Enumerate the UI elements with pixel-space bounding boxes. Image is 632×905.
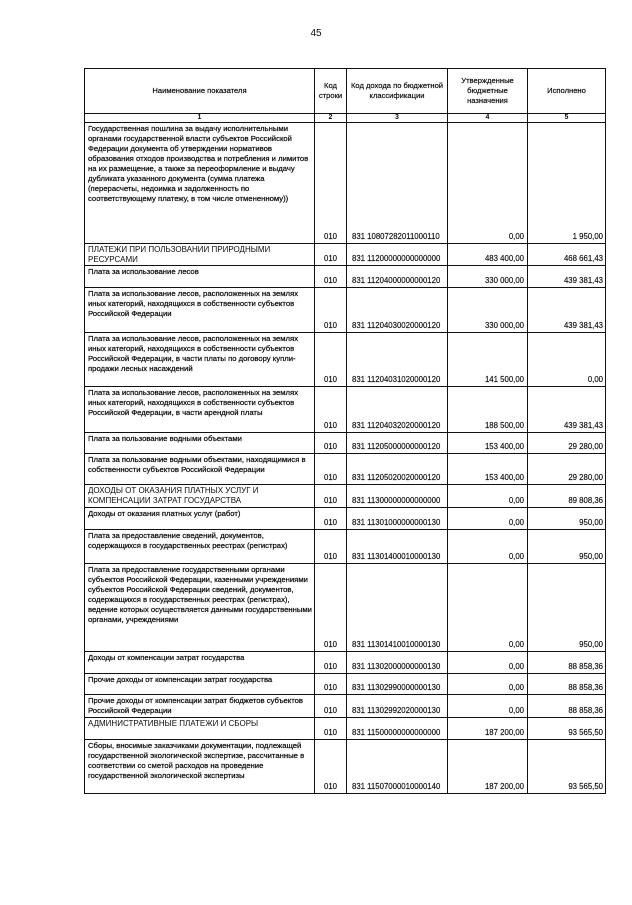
line-code-cell: 010 bbox=[315, 652, 347, 674]
approved-amount-cell: 188 500,00 bbox=[448, 387, 528, 433]
executed-amount-cell: 88 858,36 bbox=[528, 652, 606, 674]
income-code-cell: 831 11302992020000130 bbox=[347, 695, 448, 718]
header-name: Наименование показателя bbox=[85, 69, 315, 114]
income-table bbox=[84, 68, 606, 794]
table-row bbox=[85, 387, 606, 433]
table-row bbox=[85, 718, 606, 740]
income-code-cell: 831 11301000000000130 bbox=[347, 508, 448, 530]
executed-amount-cell: 93 565,50 bbox=[528, 718, 606, 740]
income-code-cell: 831 11302990000000130 bbox=[347, 674, 448, 695]
line-code-cell: 010 bbox=[315, 485, 347, 508]
executed-amount-cell: 0,00 bbox=[528, 333, 606, 387]
table-row bbox=[85, 454, 606, 485]
indicator-name-cell: Плата за пользование водными объектами bbox=[85, 433, 315, 454]
line-code-cell: 010 bbox=[315, 564, 347, 652]
executed-amount-cell: 93 565,50 bbox=[528, 740, 606, 794]
line-code-cell: 010 bbox=[315, 740, 347, 794]
approved-amount-cell: 153 400,00 bbox=[448, 454, 528, 485]
indicator-name-cell: Прочие доходы от компенсации затрат бюджетов субъектов Российской Федерации bbox=[85, 695, 315, 718]
indicator-name-cell: ДОХОДЫ ОТ ОКАЗАНИЯ ПЛАТНЫХ УСЛУГ И КОМПЕНСАЦИИ ЗАТРАТ ГОСУДАРСТВА bbox=[85, 485, 315, 508]
line-code-cell: 010 bbox=[315, 674, 347, 695]
income-code-cell: 831 11301400010000130 bbox=[347, 530, 448, 564]
column-number: 1 bbox=[85, 114, 315, 123]
line-code-cell: 010 bbox=[315, 123, 347, 244]
table-row bbox=[85, 123, 606, 244]
column-number: 2 bbox=[315, 114, 347, 123]
approved-amount-cell: 0,00 bbox=[448, 564, 528, 652]
approved-amount-cell: 0,00 bbox=[448, 652, 528, 674]
indicator-name-cell: Доходы от компенсации затрат государства bbox=[85, 652, 315, 674]
approved-amount-cell: 0,00 bbox=[448, 123, 528, 244]
approved-amount-cell: 187 200,00 bbox=[448, 740, 528, 794]
executed-amount-cell: 29 280,00 bbox=[528, 454, 606, 485]
line-code-cell: 010 bbox=[315, 454, 347, 485]
table-row bbox=[85, 288, 606, 333]
approved-amount-cell: 0,00 bbox=[448, 674, 528, 695]
table-row bbox=[85, 333, 606, 387]
approved-amount-cell: 0,00 bbox=[448, 508, 528, 530]
indicator-name-cell: Прочие доходы от компенсации затрат государства bbox=[85, 674, 315, 695]
approved-amount-cell: 0,00 bbox=[448, 485, 528, 508]
table-row bbox=[85, 244, 606, 266]
executed-amount-cell: 950,00 bbox=[528, 564, 606, 652]
table-row bbox=[85, 564, 606, 652]
table-row bbox=[85, 433, 606, 454]
approved-amount-cell: 0,00 bbox=[448, 695, 528, 718]
line-code-cell: 010 bbox=[315, 244, 347, 266]
column-number: 5 bbox=[528, 114, 606, 123]
income-code-cell: 831 10807282011000110 bbox=[347, 123, 448, 244]
line-code-cell: 010 bbox=[315, 333, 347, 387]
approved-amount-cell: 330 000,00 bbox=[448, 288, 528, 333]
approved-amount-cell: 483 400,00 bbox=[448, 244, 528, 266]
header-income-code: Код дохода по бюджетной классификации bbox=[347, 69, 448, 114]
income-code-cell: 831 11500000000000000 bbox=[347, 718, 448, 740]
executed-amount-cell: 89 808,36 bbox=[528, 485, 606, 508]
executed-amount-cell: 439 381,43 bbox=[528, 387, 606, 433]
indicator-name-cell: ПЛАТЕЖИ ПРИ ПОЛЬЗОВАНИИ ПРИРОДНЫМИ РЕСУРСАМИ bbox=[85, 244, 315, 266]
table-row bbox=[85, 695, 606, 718]
indicator-name-cell: Доходы от оказания платных услуг (работ) bbox=[85, 508, 315, 530]
income-code-cell: 831 11507000010000140 bbox=[347, 740, 448, 794]
executed-amount-cell: 88 858,36 bbox=[528, 674, 606, 695]
income-code-cell: 831 11200000000000000 bbox=[347, 244, 448, 266]
table-row bbox=[85, 508, 606, 530]
executed-amount-cell: 950,00 bbox=[528, 530, 606, 564]
approved-amount-cell: 141 500,00 bbox=[448, 333, 528, 387]
income-code-cell: 831 11205000000000120 bbox=[347, 433, 448, 454]
header-line-code: Код строки bbox=[315, 69, 347, 114]
indicator-name-cell: Государственная пошлина за выдачу исполнительными органами государственной власти субъектов Российской Федерации документа об утверждении нормативов образования отходов производства и потребления и лимитов на их размещение, а также за переоформление и выдачу дубликата указанного документа (сумма платежа (перерасчеты, недоимка и задолженность по соответствующему платежу, в том числе отмененному)) bbox=[85, 123, 315, 244]
executed-amount-cell: 950,00 bbox=[528, 508, 606, 530]
indicator-name-cell: Плата за предоставление государственными органами субъектов Российской Федерации, казенными учреждениями субъектов Российской Федерации сведений, документов, содержащихся в государственных реестрах (регистрах), ведение которых осуществляется данными государственными органами, учреждениями bbox=[85, 564, 315, 652]
approved-amount-cell: 330 000,00 bbox=[448, 266, 528, 288]
indicator-name-cell: Плата за использование лесов, расположенных на землях иных категорий, находящихся в собственности субъектов Российской Федерации bbox=[85, 288, 315, 333]
table-row bbox=[85, 674, 606, 695]
table-row bbox=[85, 652, 606, 674]
income-code-cell: 831 11204030020000120 bbox=[347, 288, 448, 333]
executed-amount-cell: 468 661,43 bbox=[528, 244, 606, 266]
indicator-name-cell: Плата за использование лесов bbox=[85, 266, 315, 288]
column-number-row bbox=[85, 114, 606, 123]
header-approved: Утвержденные бюджетные назначения bbox=[448, 69, 528, 114]
header-executed: Исполнено bbox=[528, 69, 606, 114]
table-row bbox=[85, 266, 606, 288]
executed-amount-cell: 439 381,43 bbox=[528, 288, 606, 333]
table-row bbox=[85, 740, 606, 794]
approved-amount-cell: 187 200,00 bbox=[448, 718, 528, 740]
income-code-cell: 831 11204000000000120 bbox=[347, 266, 448, 288]
income-code-cell: 831 11301410010000130 bbox=[347, 564, 448, 652]
executed-amount-cell: 29 280,00 bbox=[528, 433, 606, 454]
line-code-cell: 010 bbox=[315, 387, 347, 433]
line-code-cell: 010 bbox=[315, 288, 347, 333]
table-row bbox=[85, 530, 606, 564]
executed-amount-cell: 88 858,36 bbox=[528, 695, 606, 718]
line-code-cell: 010 bbox=[315, 508, 347, 530]
header-row bbox=[85, 69, 606, 114]
line-code-cell: 010 bbox=[315, 530, 347, 564]
indicator-name-cell: Плата за предоставление сведений, документов, содержащихся в государственных реестрах (регистрах) bbox=[85, 530, 315, 564]
income-code-cell: 831 11205020020000120 bbox=[347, 454, 448, 485]
line-code-cell: 010 bbox=[315, 433, 347, 454]
approved-amount-cell: 0,00 bbox=[448, 530, 528, 564]
income-code-cell: 831 11204031020000120 bbox=[347, 333, 448, 387]
indicator-name-cell: Плата за использование лесов, расположенных на землях иных категорий, находящихся в собственности субъектов Российской Федерации, в части платы по договору купли-продажи лесных насаждений bbox=[85, 333, 315, 387]
line-code-cell: 010 bbox=[315, 718, 347, 740]
income-code-cell: 831 11300000000000000 bbox=[347, 485, 448, 508]
indicator-name-cell: Плата за использование лесов, расположенных на землях иных категорий, находящихся в собственности субъектов Российской Федерации, в части арендной платы bbox=[85, 387, 315, 433]
indicator-name-cell: Плата за пользование водными объектами, находящимися в собственности субъектов Российской Федерации bbox=[85, 454, 315, 485]
indicator-name-cell: Сборы, вносимые заказчиками документации, подлежащей государственной экологической экспертизе, рассчитанные в соответствии со сметой расходов на проведение государственной экологической экспертизы bbox=[85, 740, 315, 794]
approved-amount-cell: 153 400,00 bbox=[448, 433, 528, 454]
column-number: 4 bbox=[448, 114, 528, 123]
income-code-cell: 831 11302000000000130 bbox=[347, 652, 448, 674]
table-row bbox=[85, 485, 606, 508]
column-number: 3 bbox=[347, 114, 448, 123]
executed-amount-cell: 439 381,43 bbox=[528, 266, 606, 288]
line-code-cell: 010 bbox=[315, 695, 347, 718]
income-code-cell: 831 11204032020000120 bbox=[347, 387, 448, 433]
executed-amount-cell: 1 950,00 bbox=[528, 123, 606, 244]
page-number: 45 bbox=[310, 28, 322, 39]
indicator-name-cell: АДМИНИСТРАТИВНЫЕ ПЛАТЕЖИ И СБОРЫ bbox=[85, 718, 315, 740]
line-code-cell: 010 bbox=[315, 266, 347, 288]
